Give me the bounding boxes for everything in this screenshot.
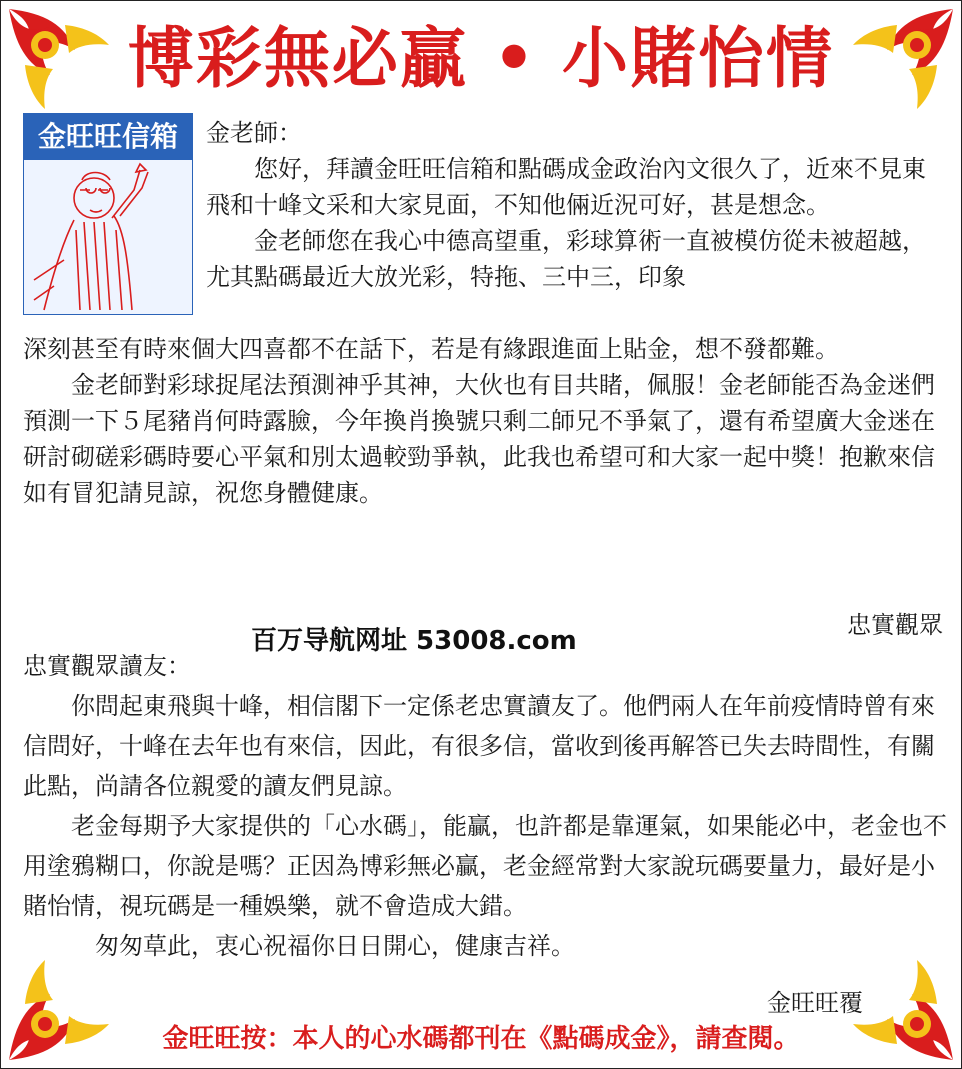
letter-paragraph: 金老師您在我心中德高望重，彩球算術一直被模仿從未被超越，尤其點碼最近大放光彩，特拖、三中三，印象 <box>206 227 926 291</box>
footer-note: 金旺旺按：本人的心水碼都刊在《點碼成金》，請查閱。 <box>162 1024 800 1054</box>
letter-paragraph-continued: 深刻甚至有時來個大四喜都不在話下，若是有緣跟進面上貼金，想不發都難。 <box>23 335 839 363</box>
columnist-cartoon-illustration <box>24 160 192 314</box>
letter-paragraph: 您好，拜讀金旺旺信箱和點碼成金政治內文很久了，近來不見東飛和十峰文采和大家見面，不知他倆近況可好，甚是想念。 <box>206 155 926 219</box>
watermark-text: 百万导航网址 53008.com <box>251 626 577 656</box>
page-title: 博彩無必贏 • 小賭怡情 <box>127 19 835 97</box>
letter-paragraph: 金老師對彩球捉尾法預測神乎其神，大伙也有目共睹，佩服！金老師能否為金迷們預測一下５尾豬肖何時露臉，今年換肖換號只剩二師兄不爭氣了，還有希望廣大金迷在研討砌磋彩碼時要心平氣和別太過較勁爭執，此我也希望可和大家一起中獎！抱歉來信如有冒犯請見諒，祝您身體健康。 <box>23 371 935 507</box>
reply-block <box>23 646 948 966</box>
letter-top-block <box>206 115 946 295</box>
mailbox-badge: 金旺旺信箱 <box>24 114 192 160</box>
reply-paragraph: 匆匆草此，衷心祝福你日日開心，健康吉祥。 <box>95 932 575 960</box>
reply-salutation: 忠實觀眾讀友： <box>23 652 191 680</box>
letter-bottom-block <box>23 331 948 511</box>
letter-salutation: 金老師： <box>206 119 302 147</box>
letter-signature: 忠實觀眾 <box>847 611 943 639</box>
reply-paragraph: 老金每期予大家提供的「心水碼」，能贏，也許都是靠運氣，如果能必中，老金也不用塗鴉糊口，你說是嗎？正因為博彩無必贏，老金經常對大家說玩碼要量力，最好是小賭怡情，視玩碼是一種娛樂，就不會造成大錯。 <box>23 812 947 920</box>
reply-paragraph: 你問起東飛與十峰，相信閣下一定係老忠實讀友了。他們兩人在年前疫情時曾有來信問好，十峰在去年也有來信，因此，有很多信，當收到後再解答已失去時間性，有關此點，尚請各位親愛的讀友們見諒。 <box>23 692 935 800</box>
reply-signature: 金旺旺覆 <box>767 989 863 1017</box>
mailbox-header-box <box>23 113 193 315</box>
